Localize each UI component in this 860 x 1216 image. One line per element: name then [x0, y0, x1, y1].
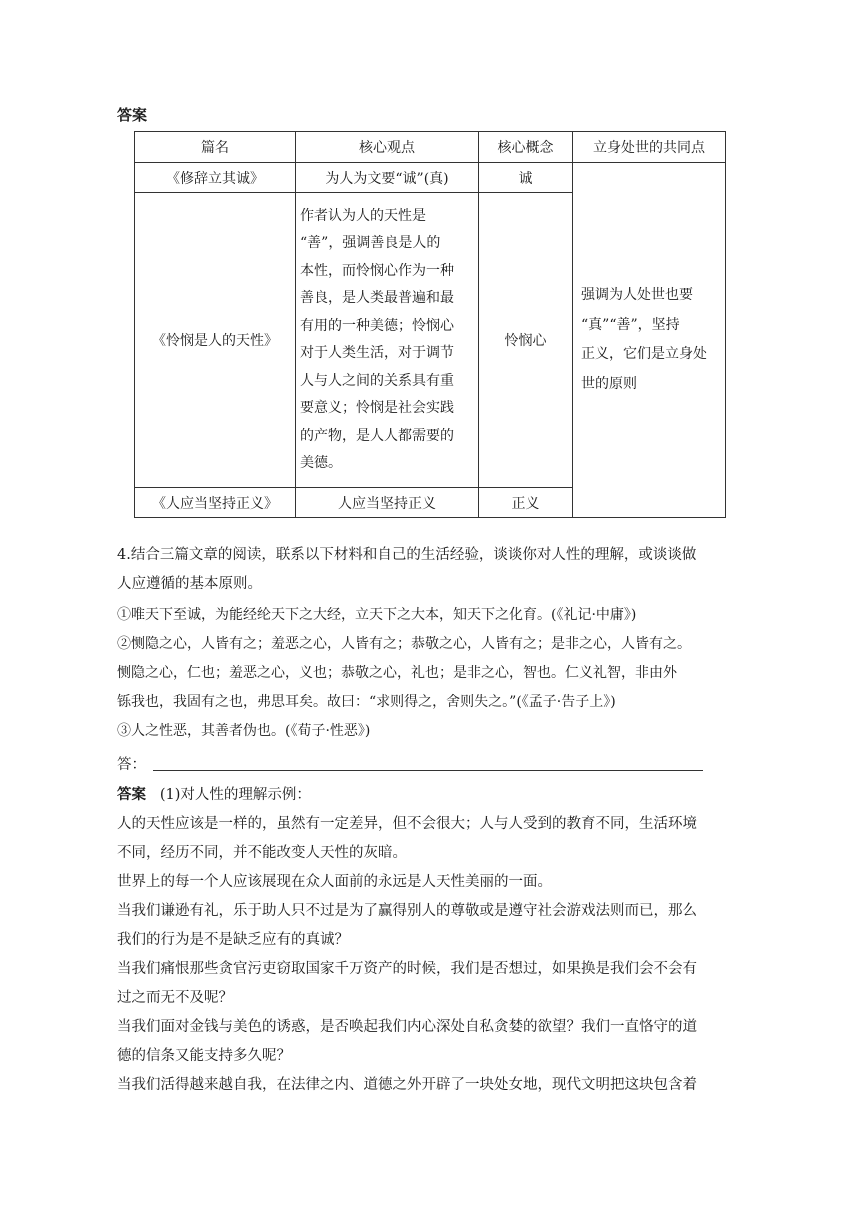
- answer-intro: (1)对人性的理解示例：: [159, 787, 311, 803]
- table-header-row: [135, 132, 726, 163]
- common-line: 正义，它们是立身处: [581, 346, 707, 362]
- row-concept: 怜悯心: [479, 193, 573, 488]
- answer-line: 当我们痛恨那些贪官污吏窃取国家千万资产的时候，我们是否想过，如果换是我们会不会有: [117, 961, 697, 977]
- view-line: 的产物，是人人都需要的: [300, 427, 454, 444]
- view-line: 人与人之间的关系具有重: [300, 372, 454, 389]
- row-concept: 诚: [479, 163, 573, 193]
- quote-block: [117, 601, 747, 746]
- view-line: 要意义；怜悯是社会实践: [300, 400, 454, 416]
- question-line: 4.结合三篇文章的阅读，联系以下材料和自己的生活经验，谈谈你对人性的理解，或谈谈做: [117, 547, 697, 563]
- row-title: 《修辞立其诚》: [135, 163, 296, 193]
- view-line: 对于人类生活，对于调节: [300, 345, 454, 361]
- answer-intro-line: [117, 781, 742, 810]
- quote-line: ②恻隐之心，人皆有之；羞恶之心，人皆有之；恭敬之心，人皆有之；是非之心，人皆有之。: [117, 636, 691, 652]
- header-concept: 核心概念: [479, 132, 573, 163]
- common-line: “真”“善”，坚持: [581, 316, 680, 333]
- question-text: [117, 541, 737, 599]
- answer-line: 过之而无不及呢？: [117, 990, 233, 1006]
- view-line: 善良，是人类最普遍和最: [300, 290, 454, 306]
- row-view: [296, 193, 479, 488]
- answer-label: 答案: [117, 787, 146, 803]
- answer-blank-line: [153, 770, 703, 771]
- common-line: 强调为人处世也要: [581, 287, 693, 303]
- row-view: 为人为文要“诚”(真): [296, 163, 479, 193]
- view-line: 有用的一种美德；怜悯心: [300, 317, 454, 334]
- view-line: 本性，而怜悯心作为一种: [300, 262, 454, 279]
- answer-line: 世界上的每一个人应该展现在众人面前的永远是人天性美丽的一面。: [117, 874, 552, 890]
- row-view: 人应当坚持正义: [296, 488, 479, 518]
- question-line: 人应遵循的基本原则。: [117, 576, 262, 592]
- common-point-cell: [573, 163, 726, 518]
- table-row: [135, 163, 726, 193]
- view-line: 美德。: [300, 455, 342, 471]
- header-common: 立身处世的共同点: [573, 132, 726, 163]
- view-line: “善”，强调善良是人的: [300, 235, 441, 251]
- answer-line: 当我们面对金钱与美色的诱惑，是否唤起我们内心深处自私贪婪的欲望？我们一直恪守的道: [117, 1019, 697, 1035]
- answer-prompt: 答：: [117, 757, 146, 773]
- quote-line: ①唯天下至诚，为能经纶天下之大经，立天下之大本，知天下之化育。(《礼记·中庸》): [117, 607, 637, 623]
- answer-line: 不同，经历不同，并不能改变人天性的灰暗。: [117, 845, 407, 861]
- row-title: 《人应当坚持正义》: [135, 488, 296, 518]
- answer-line: 德的信条又能支持多久呢？: [117, 1048, 291, 1064]
- common-line: 世的原则: [581, 375, 637, 392]
- header-title: 篇名: [135, 132, 296, 163]
- answer-heading: 答案: [117, 106, 148, 124]
- quote-line: ③人之性恶，其善者伪也。(《荀子·性恶》): [117, 723, 371, 739]
- row-title: 《怜悯是人的天性》: [135, 193, 296, 488]
- quote-line: 铄我也，我固有之也，弗思耳矣。故曰：“求则得之，舍则失之。”(《孟子·告子上》): [117, 694, 616, 710]
- answer-line: 人的天性应该是一样的，虽然有一定差异，但不会很大；人与人受到的教育不同，生活环境: [117, 816, 697, 832]
- header-view: 核心观点: [296, 132, 479, 163]
- comparison-table: [134, 131, 726, 518]
- answer-line: 我们的行为是不是缺乏应有的真诚？: [117, 932, 349, 948]
- answer-line: 当我们谦逊有礼，乐于助人只不过是为了赢得别人的尊敬或是遵守社会游戏法则而已，那么: [117, 903, 697, 919]
- answer-line: 当我们活得越来越自我，在法律之内、道德之外开辟了一块处女地，现代文明把这块包含着: [117, 1077, 697, 1093]
- quote-line: 恻隐之心，仁也；羞恶之心，义也；恭敬之心，礼也；是非之心，智也。仁义礼智，非由外: [117, 665, 677, 681]
- row-concept: 正义: [479, 488, 573, 518]
- view-line: 作者认为人的天性是: [300, 207, 426, 224]
- answer-block: [117, 781, 742, 1100]
